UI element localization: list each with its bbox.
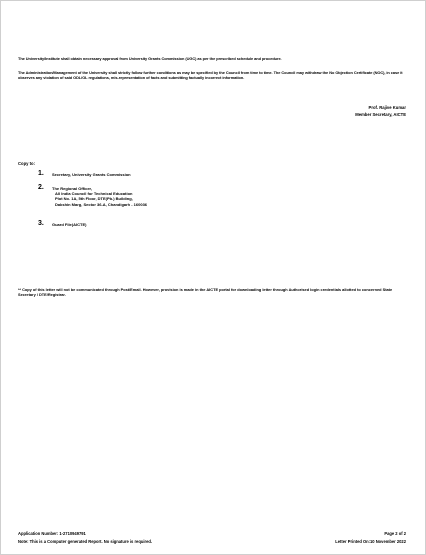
signatory-designation: Member Secretary, AICTE xyxy=(355,112,406,117)
copy-to-item-text xyxy=(52,184,147,207)
signature-block xyxy=(355,104,406,118)
paragraph-ugc-approval: The University/Institute shall obtain necessary approval from University Grants Commission (UGC) as per the prescribed schedule and procedure. xyxy=(18,55,282,61)
computer-generated-note: Note: This is a Computer generated Report. No signature is required. xyxy=(18,538,152,544)
recipient-line: The Regional Officer, xyxy=(52,186,93,191)
copy-to-item-text xyxy=(52,220,86,227)
footnote: ** Copy of this letter will not be communicated through Post/Email. However, provision is made in the AICTE portal for downloading letter through Authorised login credentials allotted to concerned State Secretary / DTE/Registrar. xyxy=(18,286,393,297)
copy-to-item xyxy=(38,184,147,220)
address-line: All India Council for Technical Education xyxy=(55,191,133,197)
footer-left xyxy=(18,530,152,545)
recipient-line: Secretary, University Grants Commission xyxy=(52,172,131,177)
application-number: Application Number: 1-2710949791 xyxy=(18,531,86,536)
copy-to-list xyxy=(38,170,147,232)
printed-on-date: Letter Printed On:10 November 2022 xyxy=(335,538,406,544)
page-number: Page 2 of 2 xyxy=(384,531,406,536)
recipient-address xyxy=(52,191,147,207)
address-line: Dakshin Marg, Sector 36-A, Chandigarh - 160036 xyxy=(55,201,148,207)
recipient-line: Guard File(AICTE) xyxy=(52,222,87,227)
signatory-name: Prof. Rajive Kumar xyxy=(368,105,406,110)
copy-to-item xyxy=(38,220,147,232)
copy-to-item-number: 2. xyxy=(38,184,44,191)
footer-right xyxy=(335,530,406,545)
copy-to-heading: Copy to: xyxy=(18,161,35,166)
copy-to-item-number: 1. xyxy=(38,170,44,177)
copy-to-item-text xyxy=(52,170,131,177)
copy-to-item xyxy=(38,170,147,184)
copy-to-item-number: 3. xyxy=(38,220,44,227)
paragraph-council-conditions: The Administration/Management of the University shall strictly follow further conditions as may be specified by the Council from time to time. The Council may withdraw the No Objection Certificate (NOC), in case it observes any violation of said ODL/OL regulations, mis-representation of facts and submitting factually incorrect information. xyxy=(18,69,403,80)
address-line: Plot No. 1A, 5th Floor, DTE(Pb.) Building, xyxy=(55,196,133,202)
